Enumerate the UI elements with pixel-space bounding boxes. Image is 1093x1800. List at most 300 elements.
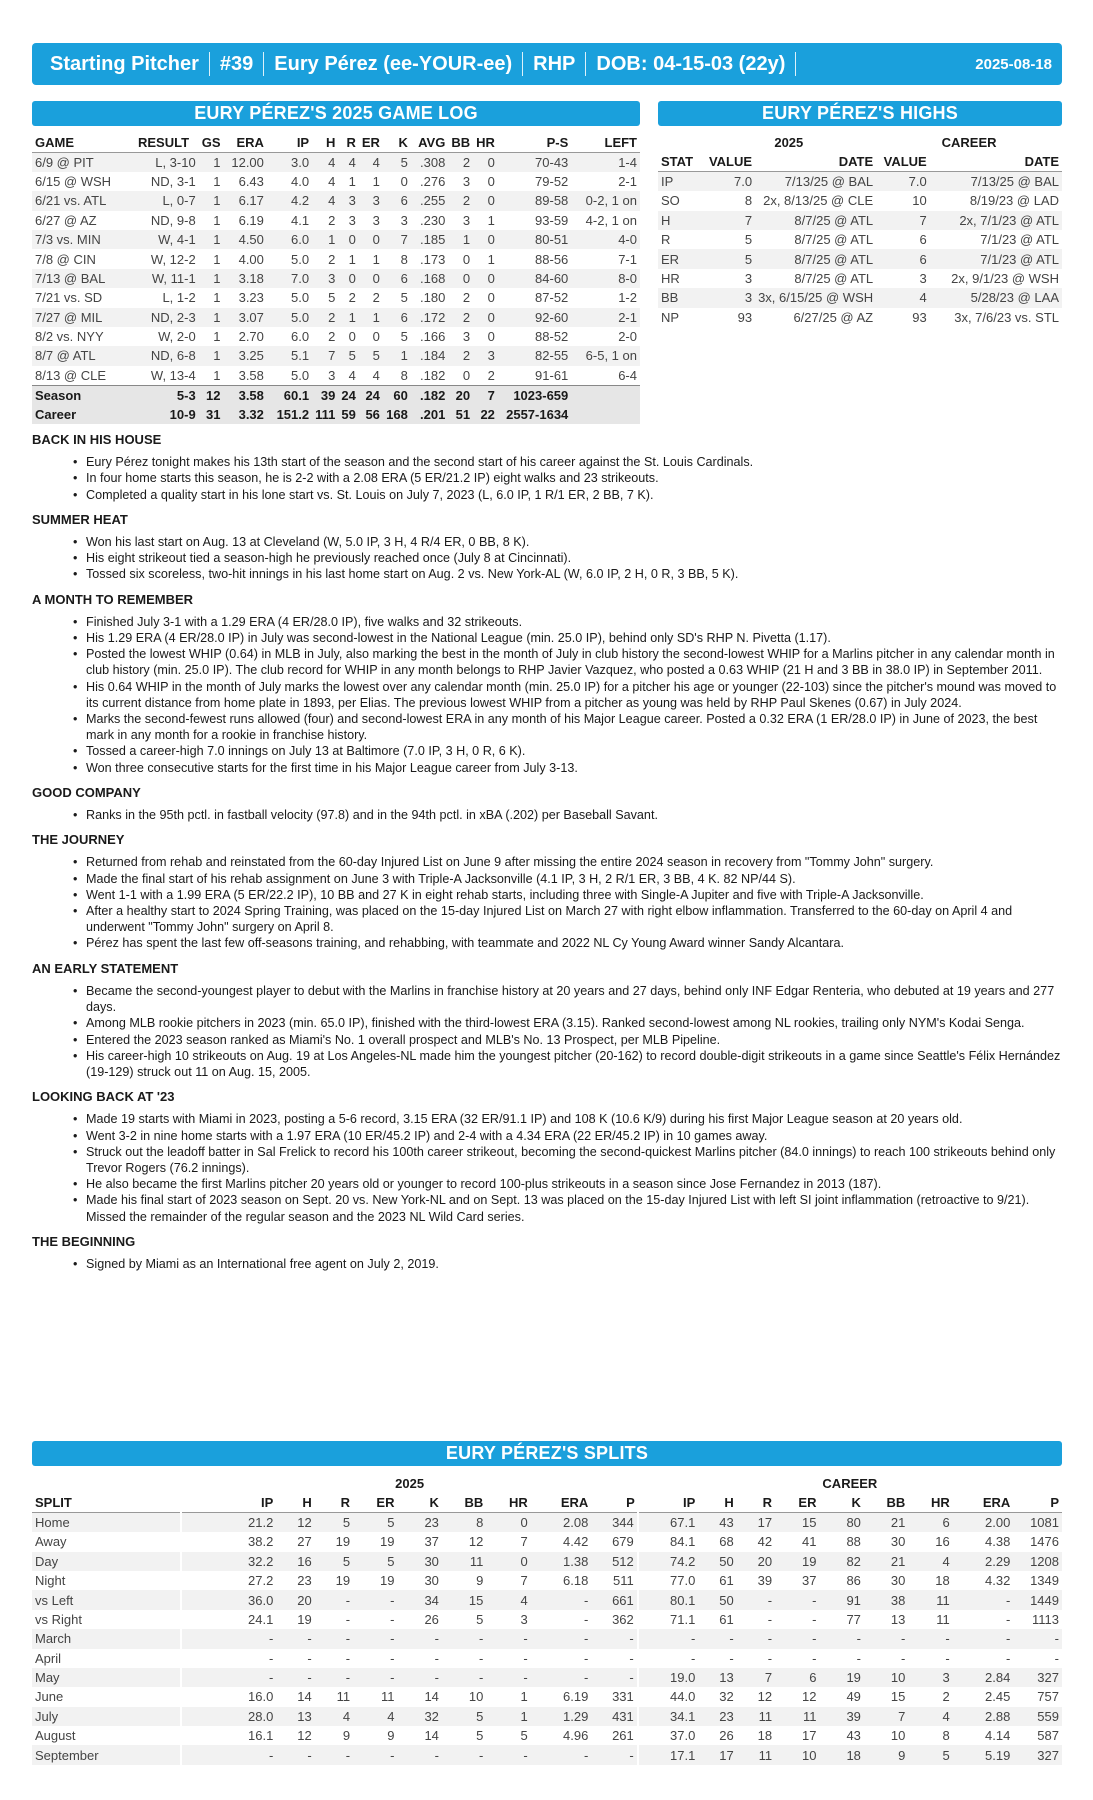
gamelog-cell: 0 <box>473 308 498 327</box>
splits-cell: vs Right <box>35 1611 82 1627</box>
gamelog-cell: 5 <box>400 290 408 306</box>
gamelog-table <box>32 133 640 424</box>
gamelog-cell: 4.50 <box>224 230 267 249</box>
splits-cell: 679 <box>612 1534 634 1550</box>
splits-cell: - <box>345 1650 351 1666</box>
gamelog-total-cell: 60.1 <box>267 385 312 404</box>
splits-cell: August <box>35 1728 76 1744</box>
gamelog-cell: 91-61 <box>535 367 569 383</box>
splits-cell: 14 <box>424 1689 439 1705</box>
splits-column-header: ER <box>353 1493 397 1512</box>
splits-cell: 30 <box>890 1534 906 1550</box>
splits-cell: 11 <box>380 1689 395 1705</box>
gamelog-column-header: ER <box>359 133 383 152</box>
splits-cell: 0 <box>486 1552 530 1571</box>
gamelog-cell: 0 <box>473 230 498 249</box>
splits-column-header: K <box>819 1493 863 1512</box>
splits-cell: - <box>900 1650 906 1666</box>
gamelog-cell: 1 <box>199 308 224 327</box>
splits-cell: 6 <box>908 1513 952 1532</box>
splits-cell: 0 <box>486 1513 530 1532</box>
splits-cell: 82 <box>819 1552 863 1571</box>
gamelog-cell: 1 <box>213 290 221 306</box>
gamelog-cell: 0 <box>487 329 495 345</box>
gamelog-column-header: ERA <box>224 133 267 152</box>
highs-cell: 93 <box>912 309 927 325</box>
highs-row <box>658 308 1062 327</box>
splits-cell: 6.19 <box>563 1689 589 1705</box>
gamelog-cell: 1 <box>199 191 224 210</box>
highs-row <box>658 230 1062 249</box>
splits-cell: 8 <box>942 1728 950 1744</box>
gamelog-cell: 7/21 vs. SD <box>35 290 103 306</box>
splits-cell: 39 <box>819 1707 863 1726</box>
highs-cell: IP <box>658 172 701 191</box>
splits-cell: 17 <box>698 1745 736 1764</box>
splits-cell: 5 <box>476 1611 484 1627</box>
highs-cell: 6/27/25 @ AZ <box>793 309 874 325</box>
splits-cell: 4 <box>908 1552 952 1571</box>
gamelog-cell: 1 <box>213 329 221 345</box>
splits-cell: - <box>1005 1611 1011 1627</box>
splits-cell: 1.29 <box>531 1707 592 1726</box>
splits-cell: 19 <box>335 1534 351 1550</box>
gamelog-cell: W, 4-1 <box>128 230 198 249</box>
notes-heading: SUMMER HEAT <box>32 511 128 527</box>
gamelog-cell: 3 <box>462 173 471 189</box>
splits-cell: - <box>531 1668 592 1687</box>
gamelog-total-cell: 60 <box>383 385 411 404</box>
splits-cell: 1476 <box>1030 1534 1059 1550</box>
gamelog-cell: 2-1 <box>571 308 640 327</box>
notes-item: • Entered the 2023 season ranked as Miami's No. 1 overall prospect and MLB's No. 13 Prospect, per MLB Pipeline. <box>32 1032 1062 1048</box>
notes-heading: AN EARLY STATEMENT <box>32 960 179 976</box>
gamelog-cell: 1 <box>213 367 221 383</box>
splits-cell: 17 <box>737 1513 775 1532</box>
splits-row <box>32 1532 1062 1551</box>
gamelog-cell: 70-43 <box>498 152 571 171</box>
gamelog-total-cell: 5-3 <box>128 385 198 404</box>
gamelog-cell: 0 <box>372 329 380 345</box>
splits-table <box>32 1474 1062 1765</box>
splits-group-career: CAREER <box>822 1476 878 1492</box>
splits-cell: - <box>353 1745 397 1764</box>
gamelog-cell: 7/27 @ MIL <box>32 308 128 327</box>
highs-cell: 5 <box>701 249 755 268</box>
splits-cell: - <box>737 1629 775 1648</box>
highs-cell: BB <box>658 288 701 307</box>
notes-item: • Struck out the leadoff batter in Sal Frelick to record his 100th career strikeout, becoming the second-quickest Marlins pitcher (84.0 innings) to reach 100 strikeouts behind only Trevor Rogers (76.2 innings). <box>32 1144 1062 1176</box>
splits-cell: - <box>181 1629 276 1648</box>
splits-cell: - <box>767 1611 773 1627</box>
gamelog-cell: 5 <box>328 290 336 306</box>
splits-cell: 327 <box>1013 1668 1062 1687</box>
notes-list <box>32 614 1062 776</box>
splits-cell: - <box>864 1629 908 1648</box>
highs-cell: NP <box>661 309 680 325</box>
gamelog-cell: .255 <box>411 191 448 210</box>
notes-item: • Returned from rehab and reinstated from the 60-day Injured List on June 9 after missing the entire 2024 season in recovery from "Tommy John" surgery. <box>32 854 1062 870</box>
gamelog-cell: 1 <box>487 212 495 228</box>
highs-cell: SO <box>661 193 680 209</box>
gamelog-cell: 4 <box>372 367 380 383</box>
gamelog-cell: 4-2, 1 on <box>585 212 637 228</box>
gamelog-cell: 2 <box>328 329 336 345</box>
splits-cell: 5 <box>442 1707 486 1726</box>
highs-cell: 7.0 <box>701 172 755 191</box>
notes-item: • Among MLB rookie pitchers in 2023 (min. 65.0 IP), finished with the third-lowest ERA (3.15). Ranked second-lowest among NL rookies, trailing only NYM's Kodai Senga. <box>32 1015 1062 1031</box>
highs-row <box>658 288 1062 307</box>
splits-cell: 344 <box>591 1513 637 1532</box>
splits-cell: 50 <box>698 1590 736 1609</box>
highs-column-header: VALUE <box>876 152 930 171</box>
splits-cell: 44.0 <box>638 1687 699 1706</box>
highs-cell: 10 <box>912 193 927 209</box>
gamelog-total-cell: 51 <box>448 404 473 423</box>
highs-cell: 2x, 9/1/23 @ WSH <box>951 270 1059 286</box>
splits-cell: 20 <box>737 1552 775 1571</box>
gamelog-cell: 87-52 <box>535 290 569 306</box>
splits-cell: 757 <box>1037 1689 1059 1705</box>
splits-cell: 4 <box>353 1707 397 1726</box>
gamelog-cell: 0 <box>400 173 408 189</box>
gamelog-total-cell: .201 <box>411 404 448 423</box>
splits-cell: 19 <box>297 1611 312 1627</box>
gamelog-cell: 5.0 <box>291 251 310 267</box>
splits-cell: 24.1 <box>181 1610 276 1629</box>
gamelog-cell: 0 <box>487 173 495 189</box>
gamelog-cell: .308 <box>411 152 448 171</box>
gamelog-row <box>32 327 640 346</box>
gamelog-total-cell: 24 <box>359 385 383 404</box>
splits-cell: 16.0 <box>181 1687 276 1706</box>
splits-cell: 6 <box>775 1668 819 1687</box>
gamelog-cell: 80-51 <box>498 230 571 249</box>
highs-row <box>658 191 1062 210</box>
splits-cell: 1113 <box>1032 1611 1059 1627</box>
gamelog-cell: 6.19 <box>238 212 264 228</box>
splits-cell: 19 <box>380 1573 395 1589</box>
splits-column-header: R <box>315 1493 353 1512</box>
gamelog-title: EURY PÉREZ'S 2025 GAME LOG <box>32 101 640 126</box>
splits-cell: 16 <box>276 1552 314 1571</box>
notes-heading: BACK IN HIS HOUSE <box>32 432 162 447</box>
notes-list <box>32 454 1062 503</box>
gamelog-cell: 7 <box>383 230 411 249</box>
splits-cell: 17 <box>802 1728 817 1744</box>
splits-cell: 68 <box>719 1534 734 1550</box>
header-bar <box>32 43 1062 85</box>
splits-cell: 34 <box>397 1590 441 1609</box>
splits-cell: 21 <box>864 1513 908 1532</box>
gamelog-total-cell: 12 <box>199 385 224 404</box>
splits-cell: 32.2 <box>181 1552 276 1571</box>
splits-cell: 3 <box>520 1611 528 1627</box>
splits-cell: May <box>32 1668 181 1687</box>
notes-heading: GOOD COMPANY <box>32 784 141 800</box>
highs-cell: 8 <box>744 193 753 209</box>
gamelog-total-cell: 1023-659 <box>498 385 571 404</box>
gamelog-row <box>32 152 640 171</box>
splits-cell: 67.1 <box>638 1513 699 1532</box>
splits-cell: 1081 <box>1013 1513 1062 1532</box>
gamelog-total-row <box>32 385 640 404</box>
gamelog-row <box>32 211 640 230</box>
splits-cell: 2.45 <box>985 1689 1011 1705</box>
highs-cell: 5 <box>744 232 753 248</box>
splits-cell: - <box>181 1649 276 1668</box>
splits-cell: - <box>1054 1650 1059 1666</box>
gamelog-cell: 0 <box>348 329 356 345</box>
gamelog-total-cell: 7 <box>473 385 498 404</box>
gamelog-cell: W, 2-0 <box>158 329 196 345</box>
gamelog-cell: 82-55 <box>498 346 571 365</box>
gamelog-cell: 1 <box>448 230 473 249</box>
gamelog-row <box>32 191 640 210</box>
splits-cell: 1208 <box>1013 1552 1062 1571</box>
notes-item: • His career-high 10 strikeouts on Aug. 19 at Los Angeles-NL made him the youngest pitcher (20-162) to record double-digit strikeouts in a game since Seattle's Félix Hernández (19-129) struck out 11 on Aug. 15, 2005. <box>32 1048 1062 1080</box>
gamelog-cell: 2 <box>372 290 380 306</box>
highs-cell: R <box>661 232 671 248</box>
splits-cell: 23 <box>397 1513 441 1532</box>
splits-cell: 2.29 <box>953 1552 1014 1571</box>
header-player-name: Eury Pérez (ee-YOUR-ee) <box>264 52 523 76</box>
splits-row <box>32 1707 1062 1726</box>
splits-cell: 9 <box>864 1745 908 1764</box>
gamelog-total-cell: 10-9 <box>128 404 198 423</box>
gamelog-cell: 4 <box>348 367 356 383</box>
notes-list <box>32 534 1062 583</box>
gamelog-cell: L, 1-2 <box>162 290 196 306</box>
splits-cell: 7 <box>520 1534 528 1550</box>
highs-cell: 7/13/25 @ BAL <box>930 172 1062 191</box>
splits-cell: - <box>276 1745 314 1764</box>
highs-row <box>658 269 1062 288</box>
splits-cell: - <box>638 1649 699 1668</box>
notes-section <box>32 432 1062 1281</box>
splits-cell: - <box>698 1629 736 1648</box>
highs-cell: 3 <box>919 270 927 286</box>
gamelog-total-cell: 20 <box>448 385 473 404</box>
splits-cell: 1449 <box>1013 1590 1062 1609</box>
splits-cell: 2.88 <box>953 1707 1014 1726</box>
notes-item: • Won three consecutive starts for the first time in his Major League career from July 3-13. <box>32 760 1062 776</box>
gamelog-cell: .168 <box>411 269 448 288</box>
highs-cell: 2x, 7/1/23 @ ATL <box>930 211 1062 230</box>
gamelog-cell: 4 <box>328 173 336 189</box>
splits-cell: 12 <box>297 1728 312 1744</box>
gamelog-total-row <box>32 404 640 423</box>
gamelog-cell: 6/15 @ WSH <box>35 173 112 189</box>
splits-cell: - <box>397 1668 441 1687</box>
gamelog-total-cell: 24 <box>338 385 358 404</box>
splits-cell: 86 <box>846 1573 861 1589</box>
notes-item: • Eury Pérez tonight makes his 13th start of the season and the second start of his career against the St. Louis Cardinals. <box>32 454 1062 470</box>
gamelog-total-cell: 3.32 <box>224 404 267 423</box>
splits-cell: 4.32 <box>985 1573 1011 1589</box>
gamelog-cell: .182 <box>420 367 446 383</box>
splits-cell: 559 <box>1013 1707 1062 1726</box>
gamelog-cell: W, 13-4 <box>150 367 196 383</box>
splits-cell: 11 <box>775 1707 819 1726</box>
splits-cell: 15 <box>775 1513 819 1532</box>
gamelog-cell: L, 0-7 <box>128 191 198 210</box>
splits-row <box>32 1629 1062 1648</box>
splits-cell: - <box>353 1629 397 1648</box>
splits-cell: - <box>591 1629 637 1648</box>
highs-cell: 5/28/23 @ LAA <box>930 288 1062 307</box>
splits-cell: 4.38 <box>985 1534 1011 1550</box>
splits-cell: 3 <box>908 1668 952 1687</box>
gamelog-cell: 3 <box>359 191 383 210</box>
highs-group-row <box>658 133 1062 152</box>
splits-row <box>32 1590 1062 1609</box>
splits-cell: 36.0 <box>181 1590 276 1609</box>
splits-cell: 30 <box>424 1573 439 1589</box>
splits-cell: 30 <box>890 1573 906 1589</box>
gamelog-cell: 3 <box>462 329 471 345</box>
gamelog-cell: 7/3 vs. MIN <box>32 230 128 249</box>
splits-cell: - <box>442 1668 486 1687</box>
notes-item: • He also became the first Marlins pitcher 20 years old or younger to record 100-plus strikeouts in a season since Jose Fernandez in 2013 (187). <box>32 1176 1062 1192</box>
splits-cell: 362 <box>612 1611 634 1627</box>
splits-cell: 10 <box>775 1745 819 1764</box>
notes-item: • Went 3-2 in nine home starts with a 1.97 ERA (10 ER/45.2 IP) and 2-4 with a 4.34 ERA (22 ER/45.2 IP) in 10 games away. <box>32 1128 1062 1144</box>
splits-column-header: HR <box>486 1493 530 1512</box>
highs-cell: 7.0 <box>876 172 930 191</box>
splits-cell: 6.18 <box>563 1573 589 1589</box>
highs-column-header: DATE <box>930 152 1062 171</box>
gamelog-cell: 1 <box>372 251 380 267</box>
gamelog-cell: .173 <box>420 251 446 267</box>
splits-column-header: R <box>737 1493 775 1512</box>
gamelog-cell: 3 <box>473 346 498 365</box>
splits-cell: 13 <box>276 1707 314 1726</box>
gamelog-cell: 0 <box>473 152 498 171</box>
gamelog-row <box>32 308 640 327</box>
splits-cell: 4.96 <box>563 1728 589 1744</box>
gamelog-cell: 2 <box>487 367 495 383</box>
splits-cell: 1 <box>486 1707 530 1726</box>
gamelog-cell: 8/13 @ CLE <box>35 367 107 383</box>
gamelog-cell: 1 <box>383 346 411 365</box>
gamelog-cell: 3.07 <box>224 308 267 327</box>
splits-cell: 261 <box>612 1728 634 1744</box>
gamelog-total-cell <box>571 404 640 423</box>
gamelog-cell: 2 <box>448 191 473 210</box>
splits-column-header: K <box>397 1493 441 1512</box>
gamelog-cell: 1 <box>199 269 224 288</box>
splits-cell: 5 <box>520 1728 528 1744</box>
gamelog-total-cell: Career <box>32 404 128 423</box>
splits-cell: 4 <box>908 1707 952 1726</box>
gamelog-column-header: IP <box>267 133 312 152</box>
header-date: 2025-08-18 <box>975 55 1052 73</box>
gamelog-column-header: AVG <box>411 133 448 152</box>
splits-column-header: HR <box>908 1493 952 1512</box>
splits-cell: 21.2 <box>181 1513 276 1532</box>
highs-cell: 6 <box>919 232 927 248</box>
splits-cell: 77.0 <box>638 1571 699 1590</box>
gamelog-cell: 5 <box>359 346 383 365</box>
gamelog-row <box>32 230 640 249</box>
gamelog-cell: 5.0 <box>267 308 312 327</box>
gamelog-cell: .184 <box>411 346 448 365</box>
highs-group-2025: 2025 <box>774 135 804 151</box>
notes-item: • Finished July 3-1 with a 1.29 ERA (4 ER/28.0 IP), five walks and 32 strikeouts. <box>32 614 1062 630</box>
splits-cell: 37.0 <box>638 1726 699 1745</box>
gamelog-row <box>32 172 640 191</box>
gamelog-cell: 5 <box>400 329 408 345</box>
notes-item: • Made the final start of his rehab assignment on June 3 with Triple-A Jacksonville (4.1 IP, 3 H, 2 R/1 ER, 3 BB, 4 K. 82 NP/44 S). <box>32 871 1062 887</box>
splits-cell: - <box>591 1745 637 1764</box>
notes-list <box>32 1256 1062 1272</box>
splits-cell: 71.1 <box>638 1610 699 1629</box>
splits-column-header: ERA <box>953 1493 1014 1512</box>
gamelog-cell: 1-2 <box>618 290 637 306</box>
gamelog-cell: 92-60 <box>498 308 571 327</box>
gamelog-cell: 1 <box>372 173 380 189</box>
gamelog-column-header: RESULT <box>128 133 198 152</box>
gamelog-cell: 3.58 <box>238 367 264 383</box>
notes-item: • After a healthy start to 2024 Spring Training, was placed on the 15-day Injured List on March 27 with right elbow inflammation. Transferred to the 60-day on April 4 and underwent "Tommy John" surgery on April 8. <box>32 903 1062 935</box>
gamelog-cell: 1-4 <box>571 152 640 171</box>
splits-cell: 331 <box>612 1689 634 1705</box>
highs-cell: 6 <box>876 249 930 268</box>
gamelog-cell: 3 <box>338 191 358 210</box>
gamelog-header-row <box>32 133 640 152</box>
splits-cell: - <box>442 1629 486 1648</box>
gamelog-cell: 4 <box>312 191 338 210</box>
splits-cell: 61 <box>719 1611 734 1627</box>
gamelog-row <box>32 249 640 268</box>
splits-cell: - <box>523 1650 528 1666</box>
highs-cell: 3x, 7/6/23 vs. STL <box>954 309 1059 325</box>
splits-cell: 11 <box>936 1611 950 1627</box>
gamelog-cell: 88-56 <box>535 251 569 267</box>
gamelog-cell: 4.00 <box>238 251 264 267</box>
splits-cell: - <box>531 1590 592 1609</box>
splits-column-header: P <box>1013 1493 1062 1512</box>
gamelog-cell: 8-0 <box>571 269 640 288</box>
splits-cell: 19 <box>819 1668 863 1687</box>
highs-cell: 8/19/23 @ LAD <box>969 193 1059 209</box>
splits-cell: 16.1 <box>181 1726 276 1745</box>
highs-cell: 7/1/23 @ ATL <box>980 232 1059 248</box>
splits-cell: 9 <box>387 1728 395 1744</box>
splits-cell: 431 <box>591 1707 637 1726</box>
splits-cell: - <box>390 1650 395 1666</box>
gamelog-total-cell: Season <box>32 385 128 404</box>
gamelog-cell: 6 <box>383 269 411 288</box>
gamelog-cell: 4.2 <box>267 191 312 210</box>
splits-cell: 14 <box>297 1689 312 1705</box>
header-dob: DOB: 04-15-03 (22y) <box>586 52 796 76</box>
gamelog-total-cell: 56 <box>359 404 383 423</box>
splits-cell: 23 <box>698 1707 736 1726</box>
splits-cell: 43 <box>698 1513 736 1532</box>
highs-cell: 8/7/25 @ ATL <box>794 232 874 248</box>
notes-item: • His 0.64 WHIP in the month of July marks the lowest over any calendar month (min. 25.0 IP) for a pitcher his age or younger (22-103) since the pitcher's mound was moved to its current distance from home plate in 1893, per Elias. The previous lowest WHIP from a pitcher as young was held by RHP Paul Skenes (0.67) in July 2024. <box>32 679 1062 711</box>
splits-column-header: H <box>698 1493 736 1512</box>
splits-cell: - <box>629 1650 634 1666</box>
splits-cell: 39 <box>757 1573 773 1589</box>
gamelog-cell: 0-2, 1 on <box>571 191 640 210</box>
gamelog-cell: 6/21 vs. ATL <box>32 191 128 210</box>
splits-cell: 1.38 <box>531 1552 592 1571</box>
splits-cell: - <box>478 1650 484 1666</box>
splits-cell: 28.0 <box>181 1707 276 1726</box>
